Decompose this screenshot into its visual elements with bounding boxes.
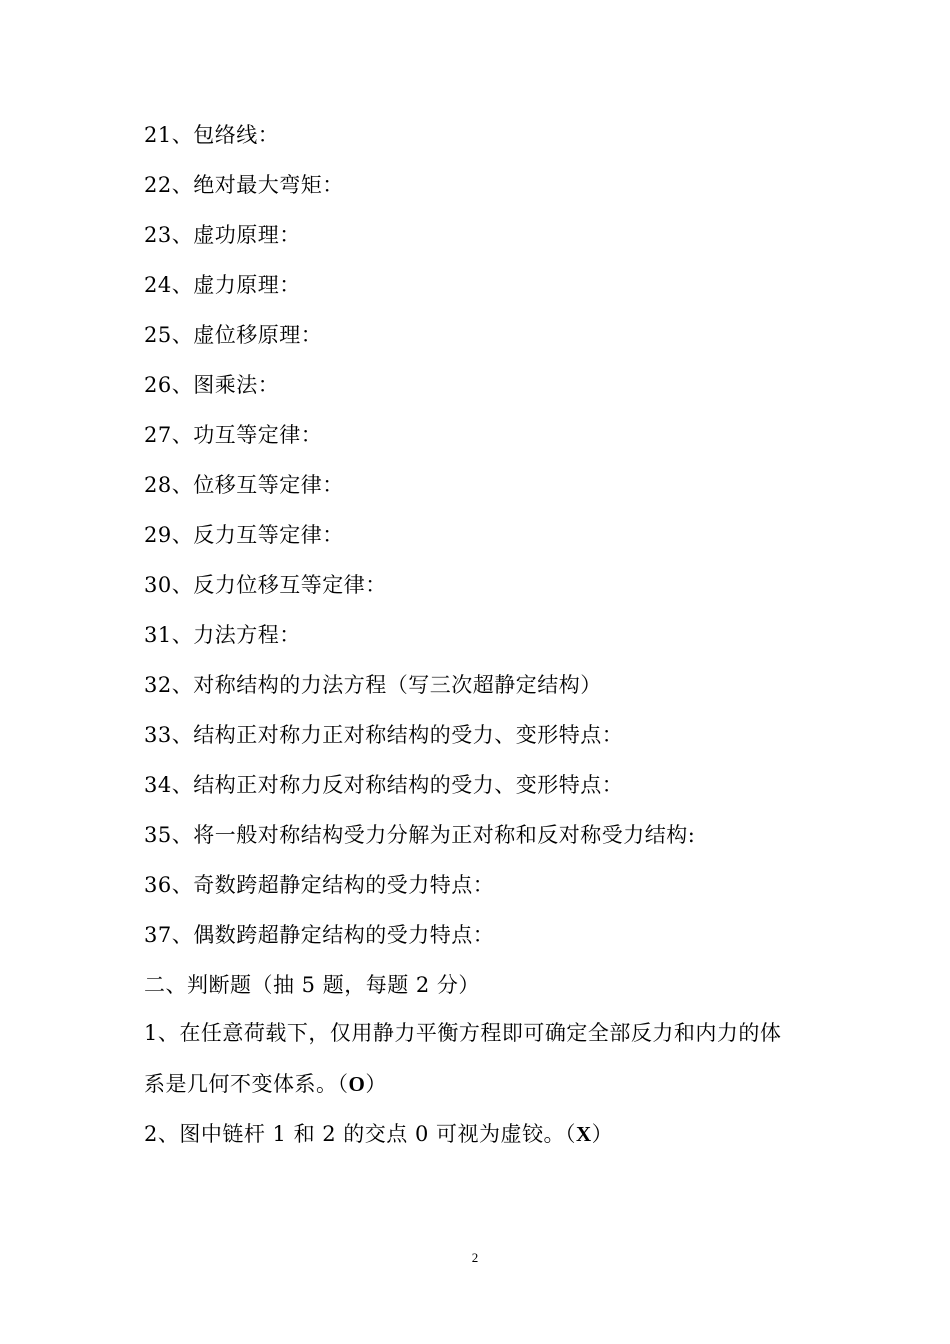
definition-item-27: 27、功互等定律： (144, 423, 323, 447)
definition-item-24: 24、虚力原理： (144, 273, 301, 297)
question-1-answer: O (348, 1072, 366, 1096)
page-number: 2 (471, 1250, 479, 1265)
definition-item-21: 21、包络线： (144, 123, 280, 147)
definition-item-25: 25、虚位移原理： (144, 323, 323, 347)
definition-item-34: 34、结构正对称力反对称结构的受力、变形特点： (144, 773, 624, 797)
definition-item-22: 22、绝对最大弯矩： (144, 173, 344, 197)
section-heading: 二、判断题（抽 5 题，每题 2 分） (144, 973, 480, 997)
question-2-close-paren: ） (591, 1122, 614, 1146)
definition-item-29: 29、反力互等定律： (144, 523, 344, 547)
definition-item-35: 35、将一般对称结构受力分解为正对称和反对称受力结构: (144, 823, 696, 847)
definition-item-31: 31、力法方程： (144, 623, 301, 647)
question-2 (144, 1120, 613, 1148)
definition-item-37: 37、偶数跨超静定结构的受力特点： (144, 923, 495, 947)
question-1-line-2 (144, 1070, 387, 1098)
definition-item-23: 23、虚功原理： (144, 223, 301, 247)
definition-item-28: 28、位移互等定律： (144, 473, 344, 497)
definition-item-32: 32、对称结构的力法方程（写三次超静定结构） (144, 673, 602, 697)
definition-item-30: 30、反力位移互等定律： (144, 573, 387, 597)
question-2-answer: X (576, 1122, 592, 1146)
definition-item-36: 36、奇数跨超静定结构的受力特点： (144, 873, 495, 897)
question-1-close-paren: ） (365, 1072, 387, 1096)
question-1-text: 系是几何不变体系。（ (144, 1072, 349, 1096)
definition-item-26: 26、图乘法： (144, 373, 280, 397)
question-2-text: 2、图中链杆 1 和 2 的交点 0 可视为虚铰。（ (144, 1122, 576, 1146)
definition-item-33: 33、结构正对称力正对称结构的受力、变形特点： (144, 723, 624, 747)
question-1-line-1: 1、在任意荷载下，仅用静力平衡方程即可确定全部反力和内力的体 (144, 1021, 782, 1045)
